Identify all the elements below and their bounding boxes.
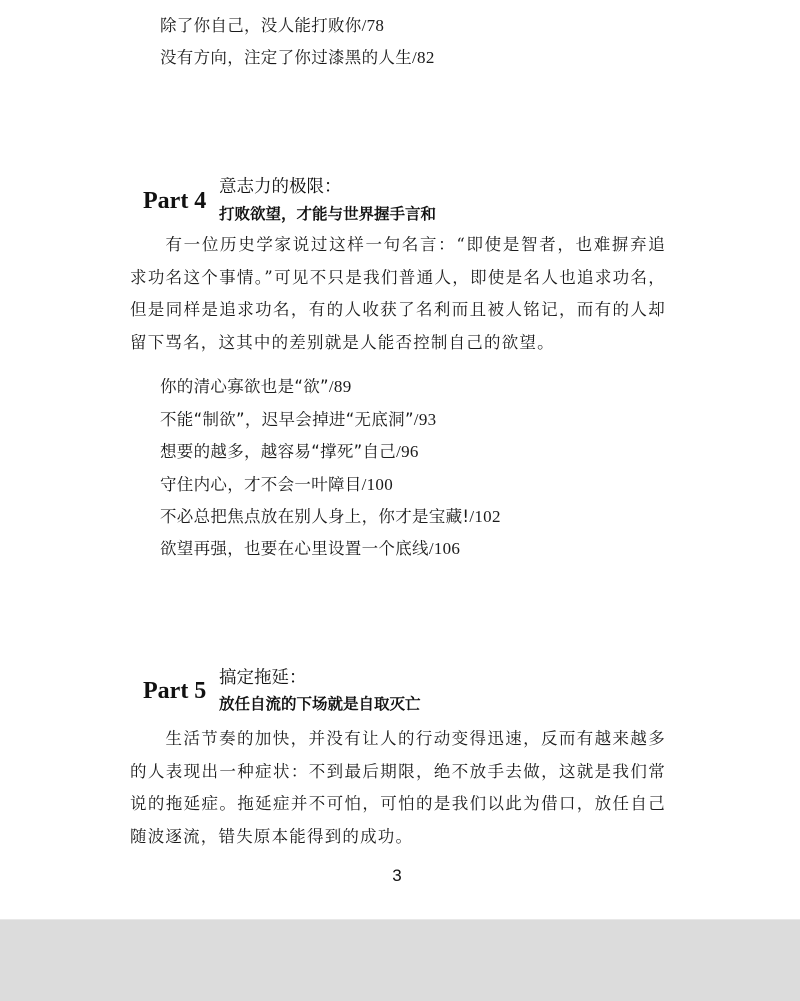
toc-item[interactable] xyxy=(160,505,501,529)
toc-item[interactable] xyxy=(160,473,393,497)
part-4-subtitle: 打败欲望，才能与世界握手言和 xyxy=(219,205,437,223)
toc-item-page: /89 xyxy=(328,377,352,396)
toc-item[interactable] xyxy=(160,14,384,38)
toc-item-title: 不必总把焦点放在别人身上，你才是宝藏! xyxy=(160,507,470,526)
toc-item-title: 你的清心寡欲也是“欲” xyxy=(160,377,329,396)
toc-item[interactable] xyxy=(160,46,435,70)
page-number: 3 xyxy=(392,866,402,885)
toc-item-title: 想要的越多，越容易“撑死”自己 xyxy=(160,442,397,461)
viewer-background xyxy=(0,919,800,1001)
toc-item-page: /78 xyxy=(361,16,385,35)
toc-item-page: /102 xyxy=(469,507,501,526)
part-5-label: Part 5 xyxy=(143,678,207,704)
toc-item-page: /82 xyxy=(412,48,435,67)
part-5-intro: 生活节奏的加快，并没有让人的行动变得迅速，反而有越来越多的人表现出一种症状：不到最后期限，绝不放手去做，这就是我们常说的拖延症。拖延症并不可怕，可怕的是我们以此为借口，放任自己随波逐流，错失原本能得到的成功。 xyxy=(130,729,666,847)
toc-item-title: 欲望再强，也要在心里设置一个底线 xyxy=(160,539,429,558)
toc-item-title: 除了你自己，没人能打败你 xyxy=(160,16,362,35)
toc-item-title: 守住内心，才不会一叶障目 xyxy=(160,475,362,494)
toc-item-page: /100 xyxy=(361,475,394,494)
toc-item-page: /93 xyxy=(413,410,437,429)
part-4-intro: 有一位历史学家说过这样一句名言：“即使是智者，也难摒弃追求功名这个事情。”可见不只是我们普通人，即使是名人也追求功名，但是同样是追求功名，有的人收获了名利而且被人铭记，而有的人却留下骂名，这其中的差别就是人能否控制自己的欲望。 xyxy=(130,235,666,353)
toc-item-title: 没有方向，注定了你过漆黑的人生 xyxy=(160,48,412,67)
toc-item[interactable] xyxy=(160,408,436,432)
toc-item-page: /106 xyxy=(428,539,461,558)
toc-item[interactable] xyxy=(160,375,352,399)
toc-item[interactable] xyxy=(160,440,419,464)
toc-item-title: 不能“制欲”，迟早会掉进“无底洞” xyxy=(160,410,414,429)
toc-item-page: /96 xyxy=(396,442,419,461)
part-5-title: 搞定拖延： xyxy=(219,668,307,688)
part-4-title: 意志力的极限： xyxy=(219,177,342,197)
toc-item[interactable] xyxy=(160,537,460,561)
part-5-subtitle: 放任自流的下场就是自取灭亡 xyxy=(219,695,421,713)
part-4-label: Part 4 xyxy=(143,188,207,214)
